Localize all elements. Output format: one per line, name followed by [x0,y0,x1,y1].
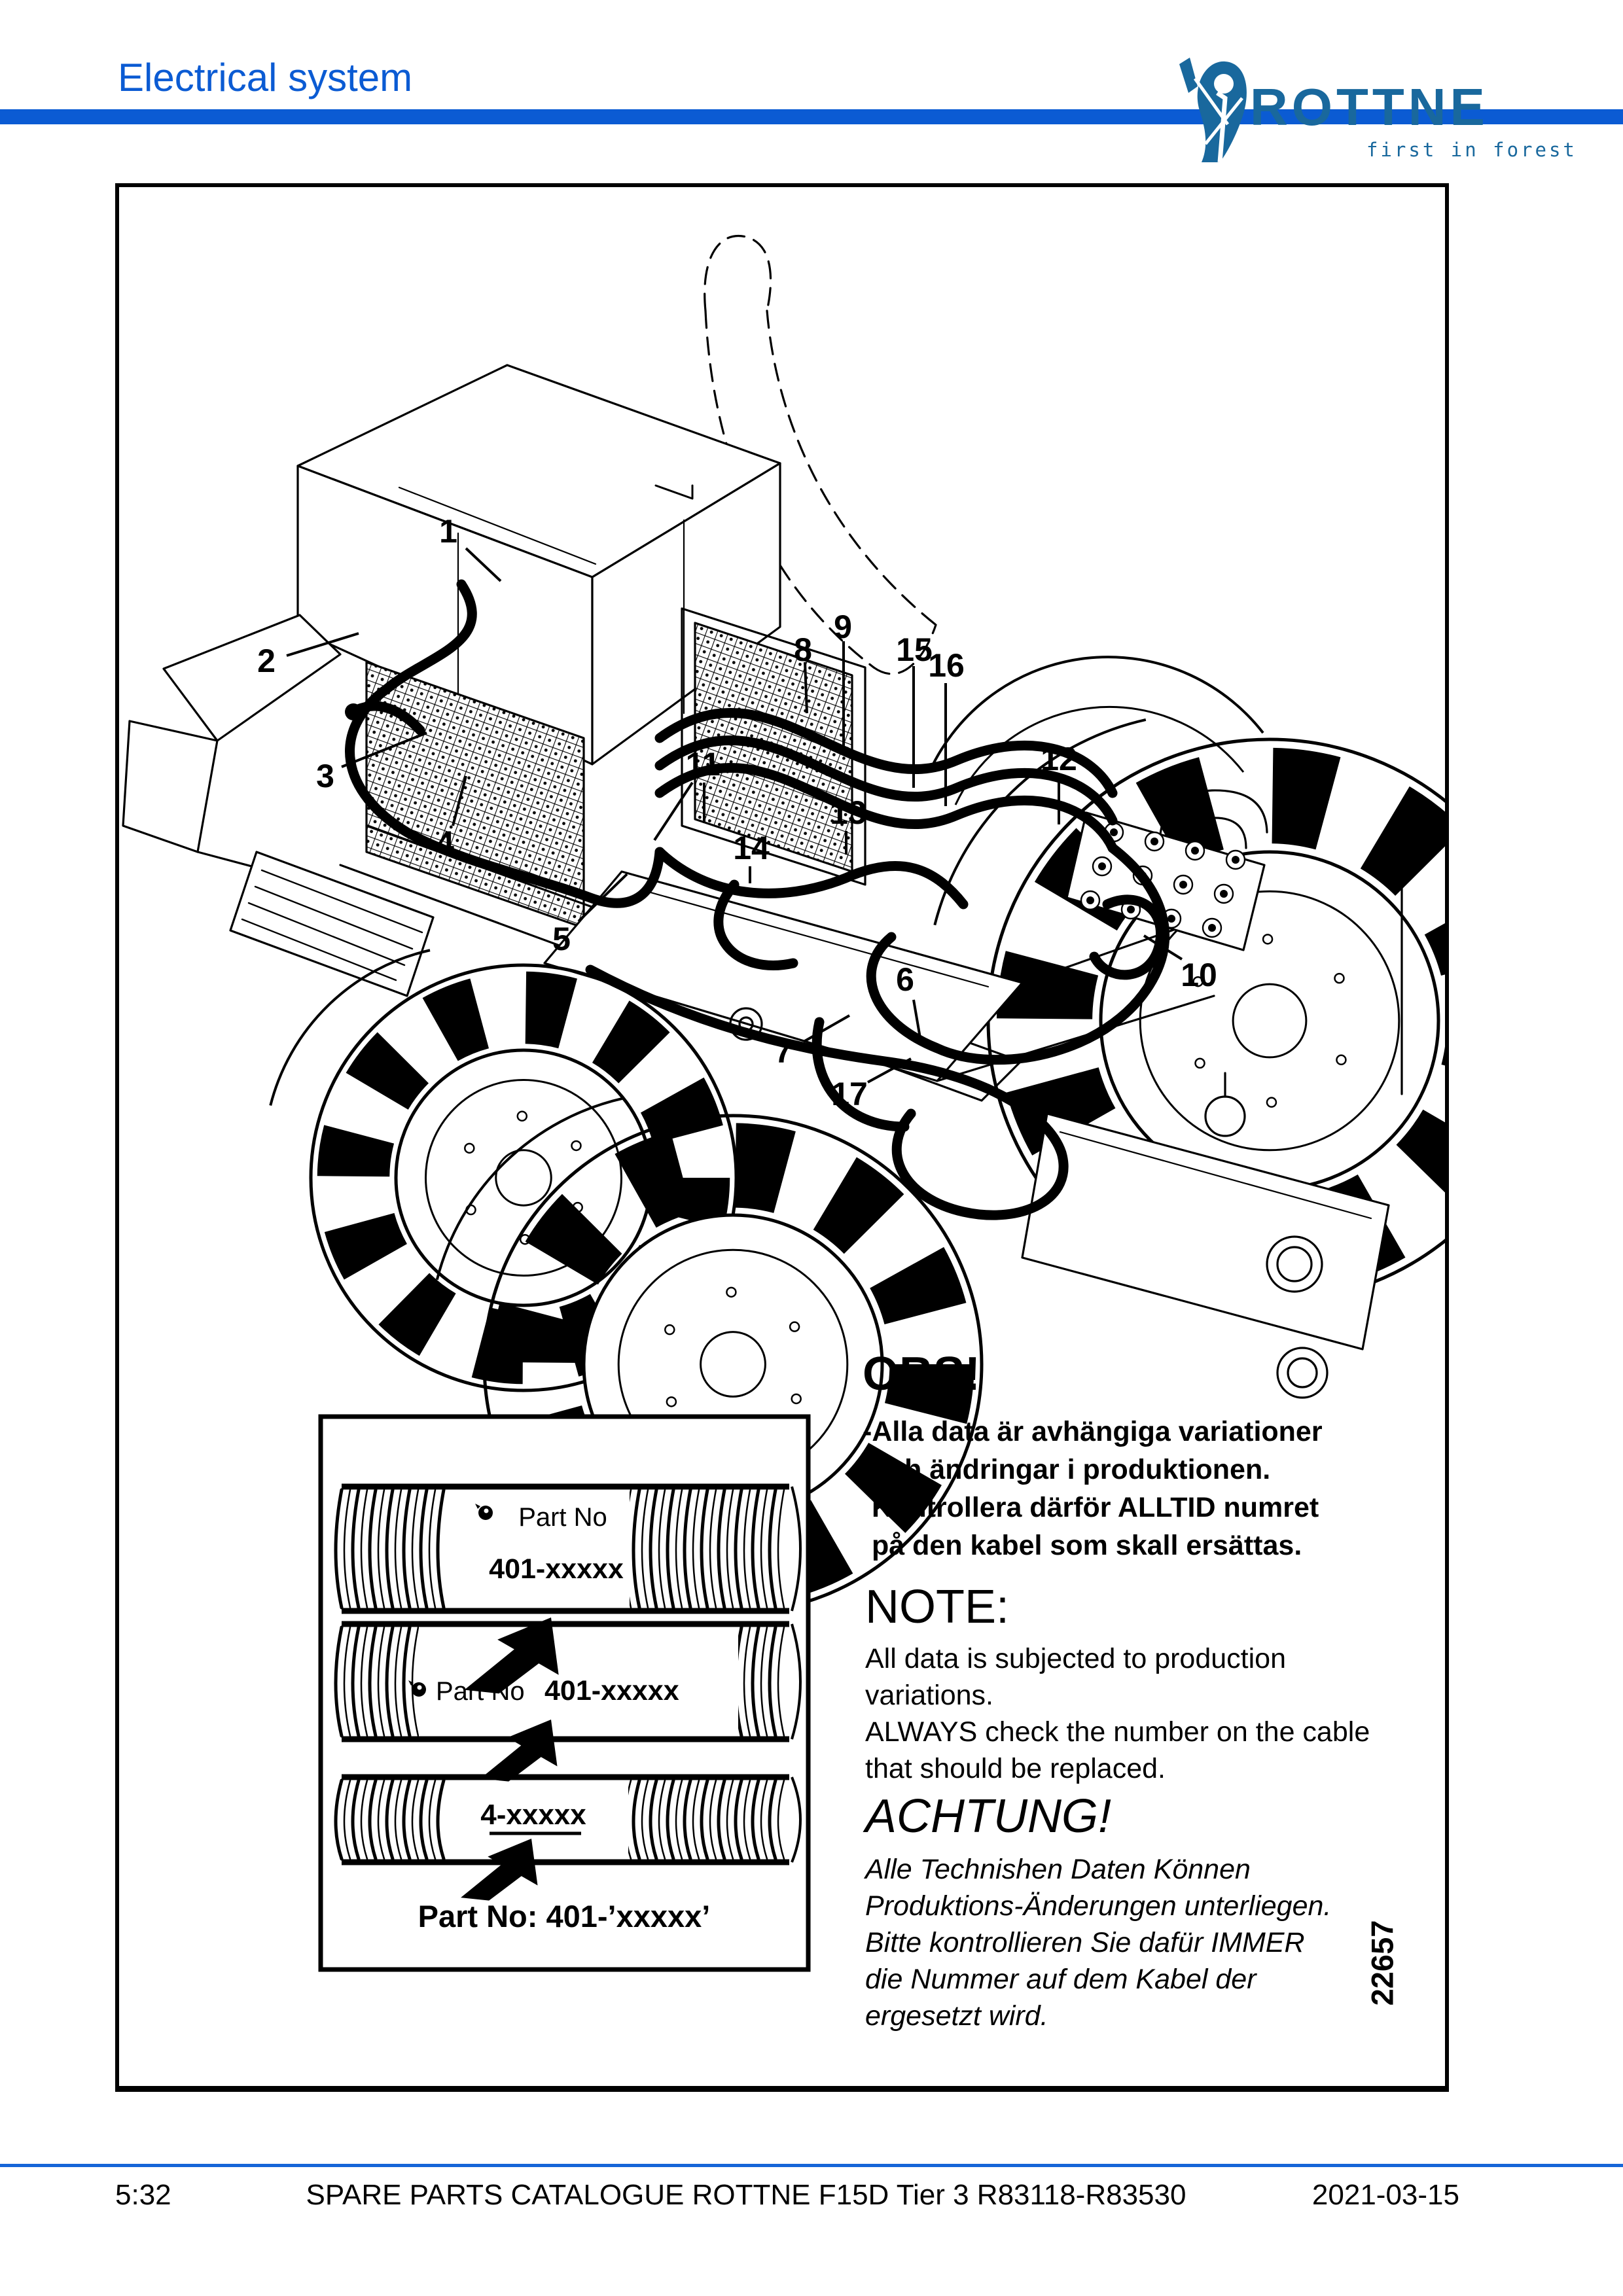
callout-5: 5 [552,921,571,957]
obs-heading: OBS! [863,1348,980,1400]
cable2-label-number: 401-xxxxx [544,1675,679,1706]
callout-17: 17 [831,1076,868,1112]
callout-14: 14 [733,830,770,866]
rottne-wordmark: ROTTNE [1250,78,1489,136]
callout-6: 6 [896,961,914,998]
footer-catalogue-title: SPARE PARTS CATALOGUE ROTTNE F15D Tier 3 R83118-R83530 [306,2179,1186,2211]
callout-1: 1 [439,513,457,550]
callout-9: 9 [834,609,852,645]
german-note [865,1790,1408,2034]
achtung-line: die Nummer auf dem Kabel der [865,1964,1257,1995]
cable-label-box [321,1417,808,1969]
note-heading: NOTE: [865,1581,1010,1633]
footer-rule [0,2164,1623,2167]
cable3-label: 4-xxxxx [480,1799,586,1831]
callout-8: 8 [794,631,812,668]
obs-line: på den kabel som skall ersättas. [872,1530,1302,1561]
callout-16: 16 [928,647,965,684]
front-blade [123,615,340,890]
footer-date: 2021-03-15 [1311,2179,1459,2211]
achtung-line: Alle Technishen Daten Können [865,1854,1251,1885]
obs-line: och ändringar i produktionen. [872,1454,1271,1485]
achtung-line: Produktions-Änderungen unterliegen. [865,1890,1332,1922]
callout-12: 12 [1041,741,1077,777]
note-line: ALWAYS check the number on the cable [865,1716,1370,1748]
callout-13: 13 [830,794,866,831]
callout-10: 10 [1181,957,1217,993]
obs-note [863,1348,1386,1564]
obs-line: Kontrollera därför ALLTID numret [872,1492,1319,1523]
obs-line: -Alla data är avhängiga variationer [863,1416,1323,1447]
note-line: variations. [865,1680,993,1711]
english-note [865,1581,1408,1787]
callout-2: 2 [257,643,276,679]
achtung-line: ergesetzt wird. [865,2000,1048,2032]
note-line: that should be replaced. [865,1753,1166,1784]
achtung-heading: ACHTUNG! [865,1790,1111,1843]
cable1-label-line1: Part No [518,1503,607,1532]
note-line: All data is subjected to production [865,1643,1287,1674]
cable2-label-prefix: Part No [436,1677,525,1706]
callout-11: 11 [685,746,721,783]
achtung-line: Bitte kontrollieren Sie dafür IMMER [865,1927,1305,1958]
page-title: Electrical system [118,56,413,99]
callout-7: 7 [774,1033,793,1070]
rottne-bird-icon [1179,58,1247,162]
cable-box-caption: Part No: 401-’xxxxx’ [418,1899,711,1934]
callout-15: 15 [896,631,933,668]
step-grate [230,852,433,996]
rottne-tagline: first in forest [1366,139,1577,161]
footer-page-ref: 5:32 [115,2179,171,2211]
cable1-label-line2: 401-xxxxx [489,1553,624,1585]
callout-3: 3 [316,758,334,794]
callout-4: 4 [436,824,454,861]
figure-number: 22657 [1364,1920,1400,2006]
